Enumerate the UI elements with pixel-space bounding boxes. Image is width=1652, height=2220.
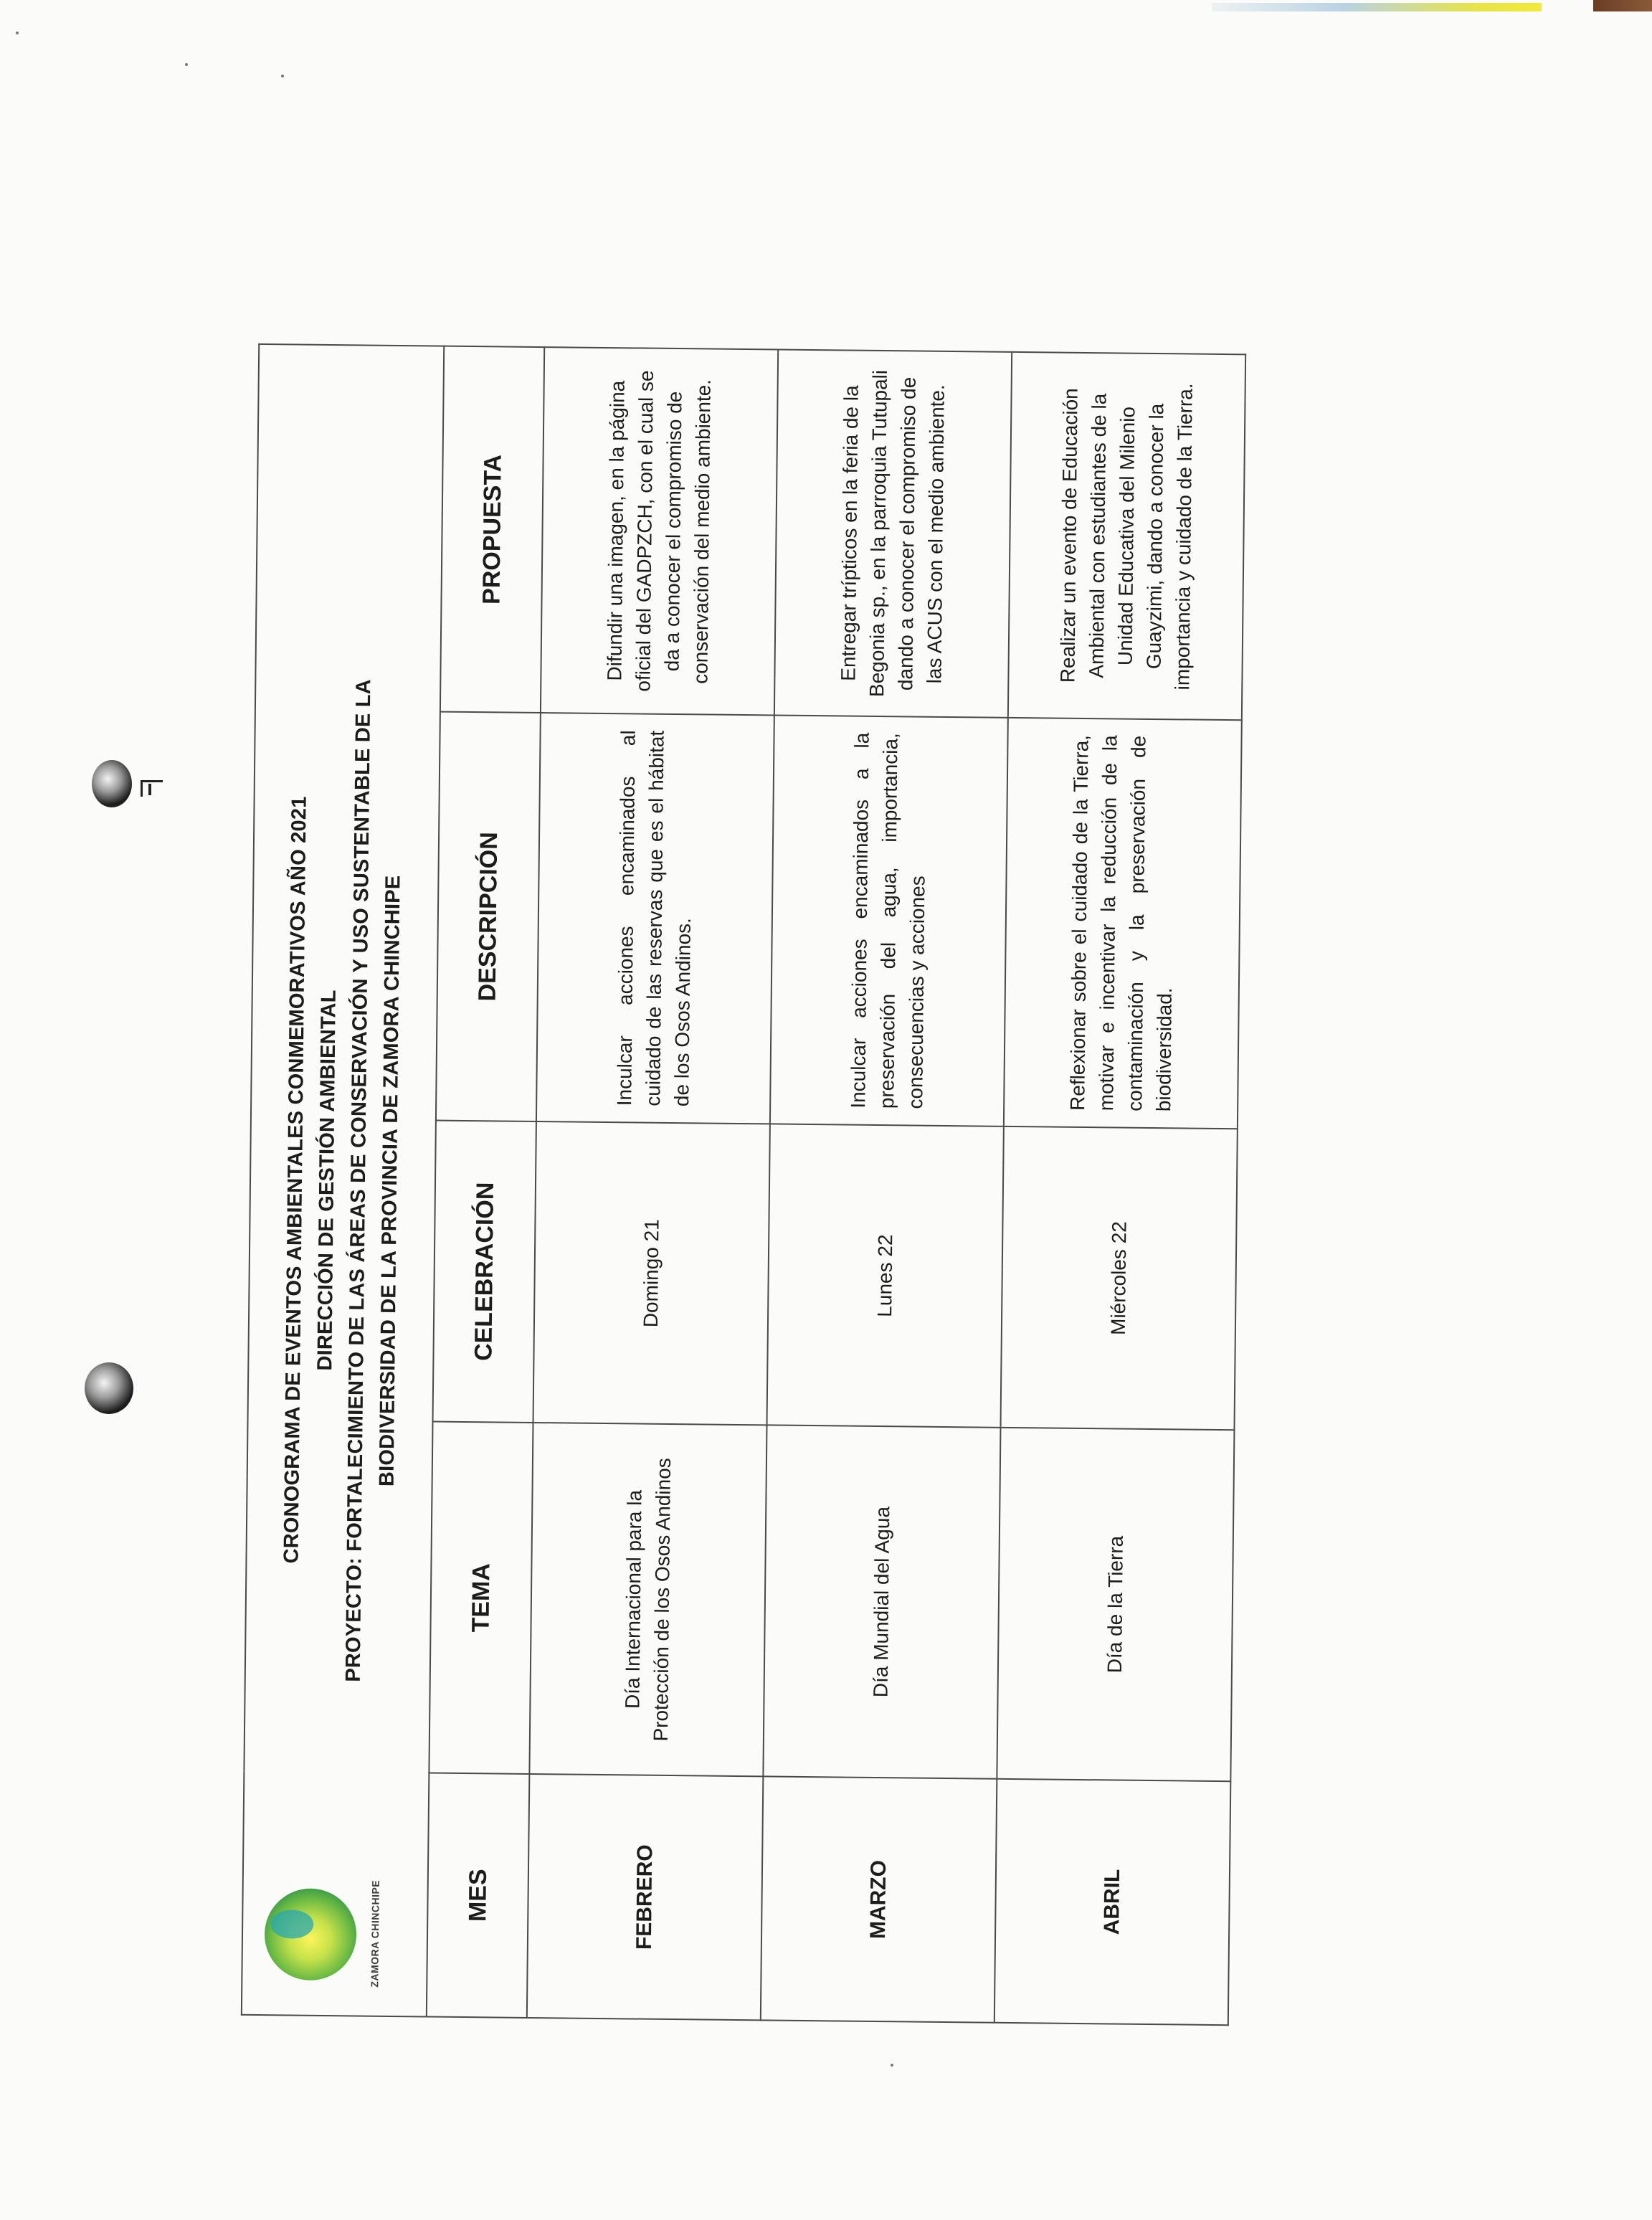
- punch-hole-upper: [92, 760, 132, 807]
- cell-tema: Día Mundial del Agua: [763, 1425, 1000, 1778]
- logo-emblem-icon: [264, 1888, 356, 1981]
- scan-edge-dark: [1593, 0, 1652, 11]
- cell-mes: ABRIL: [994, 1779, 1231, 2025]
- punch-hole-lower: [85, 1362, 133, 1414]
- cell-descripcion: Inculcar acciones encaminados a la preservación del agua, importancia, consecuencias y acciones: [770, 715, 1008, 1126]
- title-block: [242, 344, 444, 2017]
- scan-speck: [891, 2064, 893, 2067]
- cell-celebracion: Lunes 22: [767, 1124, 1004, 1427]
- scan-speck: [281, 75, 284, 77]
- cell-propuesta: Difundir una imagen, en la página oficial del GADPZCH, con el cual se da a conocer el compromiso de conservación del medio ambiente.: [541, 347, 778, 715]
- title-line-3: PROYECTO: FORTALECIMIENTO DE LAS ÁREAS DE CONSERVACIÓN Y USO SUSTENTABLE DE LA: [341, 678, 376, 1682]
- rotated-document: [241, 345, 1240, 2026]
- title-line-2: DIRECCIÓN DE GESTIÓN AMBIENTAL: [313, 990, 341, 1371]
- cell-celebracion: Miércoles 22: [1000, 1126, 1237, 1430]
- cell-propuesta: Entregar trípticos en la feria de la Begonia sp., en la parroquia Tutupali dando a conocer el compromiso de las ACUS con el medio ambiente.: [774, 349, 1012, 717]
- logo-text: ZAMORA CHINCHIPE: [369, 1879, 381, 1988]
- table-row: [994, 352, 1245, 2025]
- cell-mes: MARZO: [761, 1776, 997, 2022]
- title-line-1: CRONOGRAMA DE EVENTOS AMBIENTALES CONMEMORATIVOS AÑO 2021: [280, 796, 311, 1564]
- table-row: [527, 347, 778, 2020]
- col-header-celebracion: CELEBRACIÓN: [433, 1121, 536, 1423]
- col-header-mes: MES: [427, 1773, 530, 2017]
- cell-descripcion: Reflexionar sobre el cuidado de la Tierra, motivar e incentivar la reducción de la contaminación y la preservación de biodiversidad.: [1004, 718, 1242, 1129]
- staple-mark: [141, 780, 163, 797]
- cell-propuesta: Realizar un evento de Educación Ambiental con estudiantes de la Unidad Educativa del Milenio Guayzimi, dando a conocer la importancia y cuidado de la Tierra.: [1008, 352, 1245, 720]
- scan-speck: [16, 32, 19, 34]
- cell-mes: FEBRERO: [527, 1774, 764, 2020]
- cell-tema: Día Internacional para la Protección de los Osos Andinos: [529, 1423, 766, 1776]
- cell-descripcion: Inculcar acciones encaminados al cuidado de las reservas que es el hábitat de los Osos Andinos.: [536, 713, 774, 1124]
- scan-edge-strip: [1212, 3, 1542, 11]
- cell-celebracion: Domingo 21: [533, 1121, 770, 1425]
- col-header-tema: TEMA: [429, 1422, 533, 1774]
- title-line-4: BIODIVERSIDAD DE LA PROVINCIA DE ZAMORA CHINCHIPE: [375, 875, 405, 1487]
- prefectura-logo: [264, 1875, 387, 1991]
- table-row: [761, 349, 1012, 2022]
- scan-speck: [185, 63, 188, 66]
- col-header-propuesta: PROPUESTA: [440, 346, 544, 713]
- col-header-descripcion: DESCRIPCIÓN: [436, 712, 541, 1121]
- cell-tema: Día de la Tierra: [997, 1428, 1234, 1781]
- cronograma-table: [241, 343, 1246, 2026]
